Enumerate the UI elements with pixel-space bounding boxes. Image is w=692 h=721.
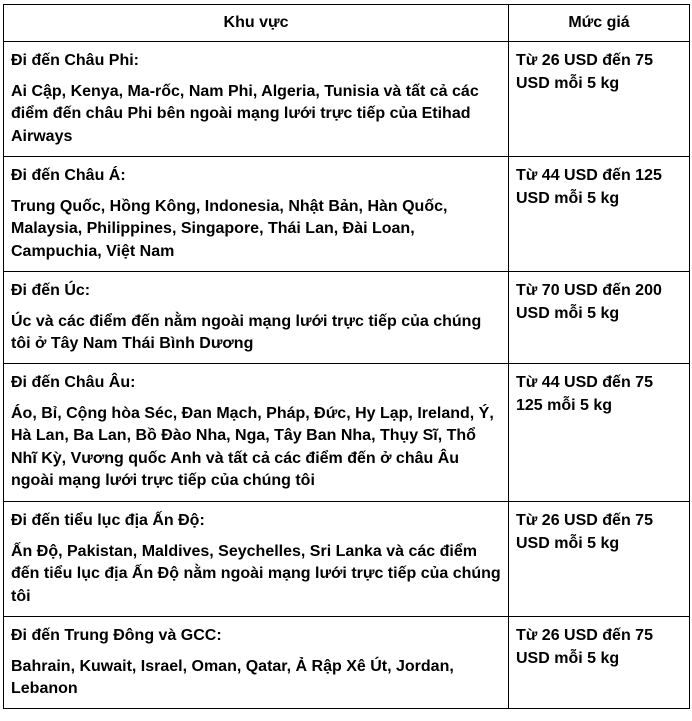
region-destinations: Áo, Bỉ, Cộng hòa Séc, Đan Mạch, Pháp, Đức, Hy Lạp, Ireland, Ý, Hà Lan, Ba Lan, Bồ Đào Nha, Nga, Tây Ban Nha, Thụy Sĩ, Thổ Nhĩ Kỳ, Vương quốc Anh và tất cả các điểm đến ở châu Âu ngoài mạng lưới trực tiếp của chúng tôi: [11, 404, 494, 489]
table-row: [4, 157, 690, 272]
price-cell: Từ 44 USD đến 75 125 mỗi 5 kg: [509, 364, 690, 502]
table-row: [4, 502, 690, 617]
region-title: Đi đến Trung Đông và GCC:: [11, 627, 222, 644]
price-cell: Từ 44 USD đến 125 USD mỗi 5 kg: [509, 157, 690, 272]
region-destinations: Ấn Độ, Pakistan, Maldives, Seychelles, Sri Lanka và các điểm đến tiểu lục địa Ấn Độ nằm ngoài mạng lưới trực tiếp của chúng tôi: [11, 542, 501, 605]
region-cell: [4, 42, 509, 157]
region-title: Đi đến Châu Âu:: [11, 374, 136, 391]
region-cell: [4, 272, 509, 364]
table-row: [4, 617, 690, 709]
price-cell: Từ 26 USD đến 75 USD mỗi 5 kg: [509, 502, 690, 617]
column-header-region: Khu vực: [4, 5, 509, 42]
region-cell: [4, 502, 509, 617]
region-cell: [4, 617, 509, 709]
price-table: [3, 4, 690, 709]
price-cell: Từ 26 USD đến 75 USD mỗi 5 kg: [509, 42, 690, 157]
price-cell: Từ 70 USD đến 200 USD mỗi 5 kg: [509, 272, 690, 364]
region-title: Đi đến tiểu lục địa Ấn Độ:: [11, 512, 205, 529]
region-destinations: Trung Quốc, Hồng Kông, Indonesia, Nhật Bản, Hàn Quốc, Malaysia, Philippines, Singapore, Thái Lan, Đài Loan, Campuchia, Việt Nam: [11, 197, 448, 260]
table-row: [4, 272, 690, 364]
column-header-price: Mức giá: [509, 5, 690, 42]
region-title: Đi đến Châu Phi:: [11, 52, 139, 69]
region-destinations: Úc và các điểm đến nằm ngoài mạng lưới trực tiếp của chúng tôi ở Tây Nam Thái Bình Dương: [11, 312, 482, 352]
table-row: [4, 42, 690, 157]
region-cell: [4, 157, 509, 272]
region-destinations: Bahrain, Kuwait, Israel, Oman, Qatar, Ả Rập Xê Út, Jordan, Lebanon: [11, 657, 454, 697]
price-cell: Từ 26 USD đến 75 USD mỗi 5 kg: [509, 617, 690, 709]
region-title: Đi đến Úc:: [11, 282, 91, 299]
region-destinations: Ai Cập, Kenya, Ma-rốc, Nam Phi, Algeria, Tunisia và tất cả các điểm đến châu Phi bên ngoài mạng lưới trực tiếp của Etihad Airways: [11, 82, 479, 145]
table-row: [4, 364, 690, 502]
table-header-row: [4, 5, 690, 42]
region-cell: [4, 364, 509, 502]
region-title: Đi đến Châu Á:: [11, 167, 126, 184]
